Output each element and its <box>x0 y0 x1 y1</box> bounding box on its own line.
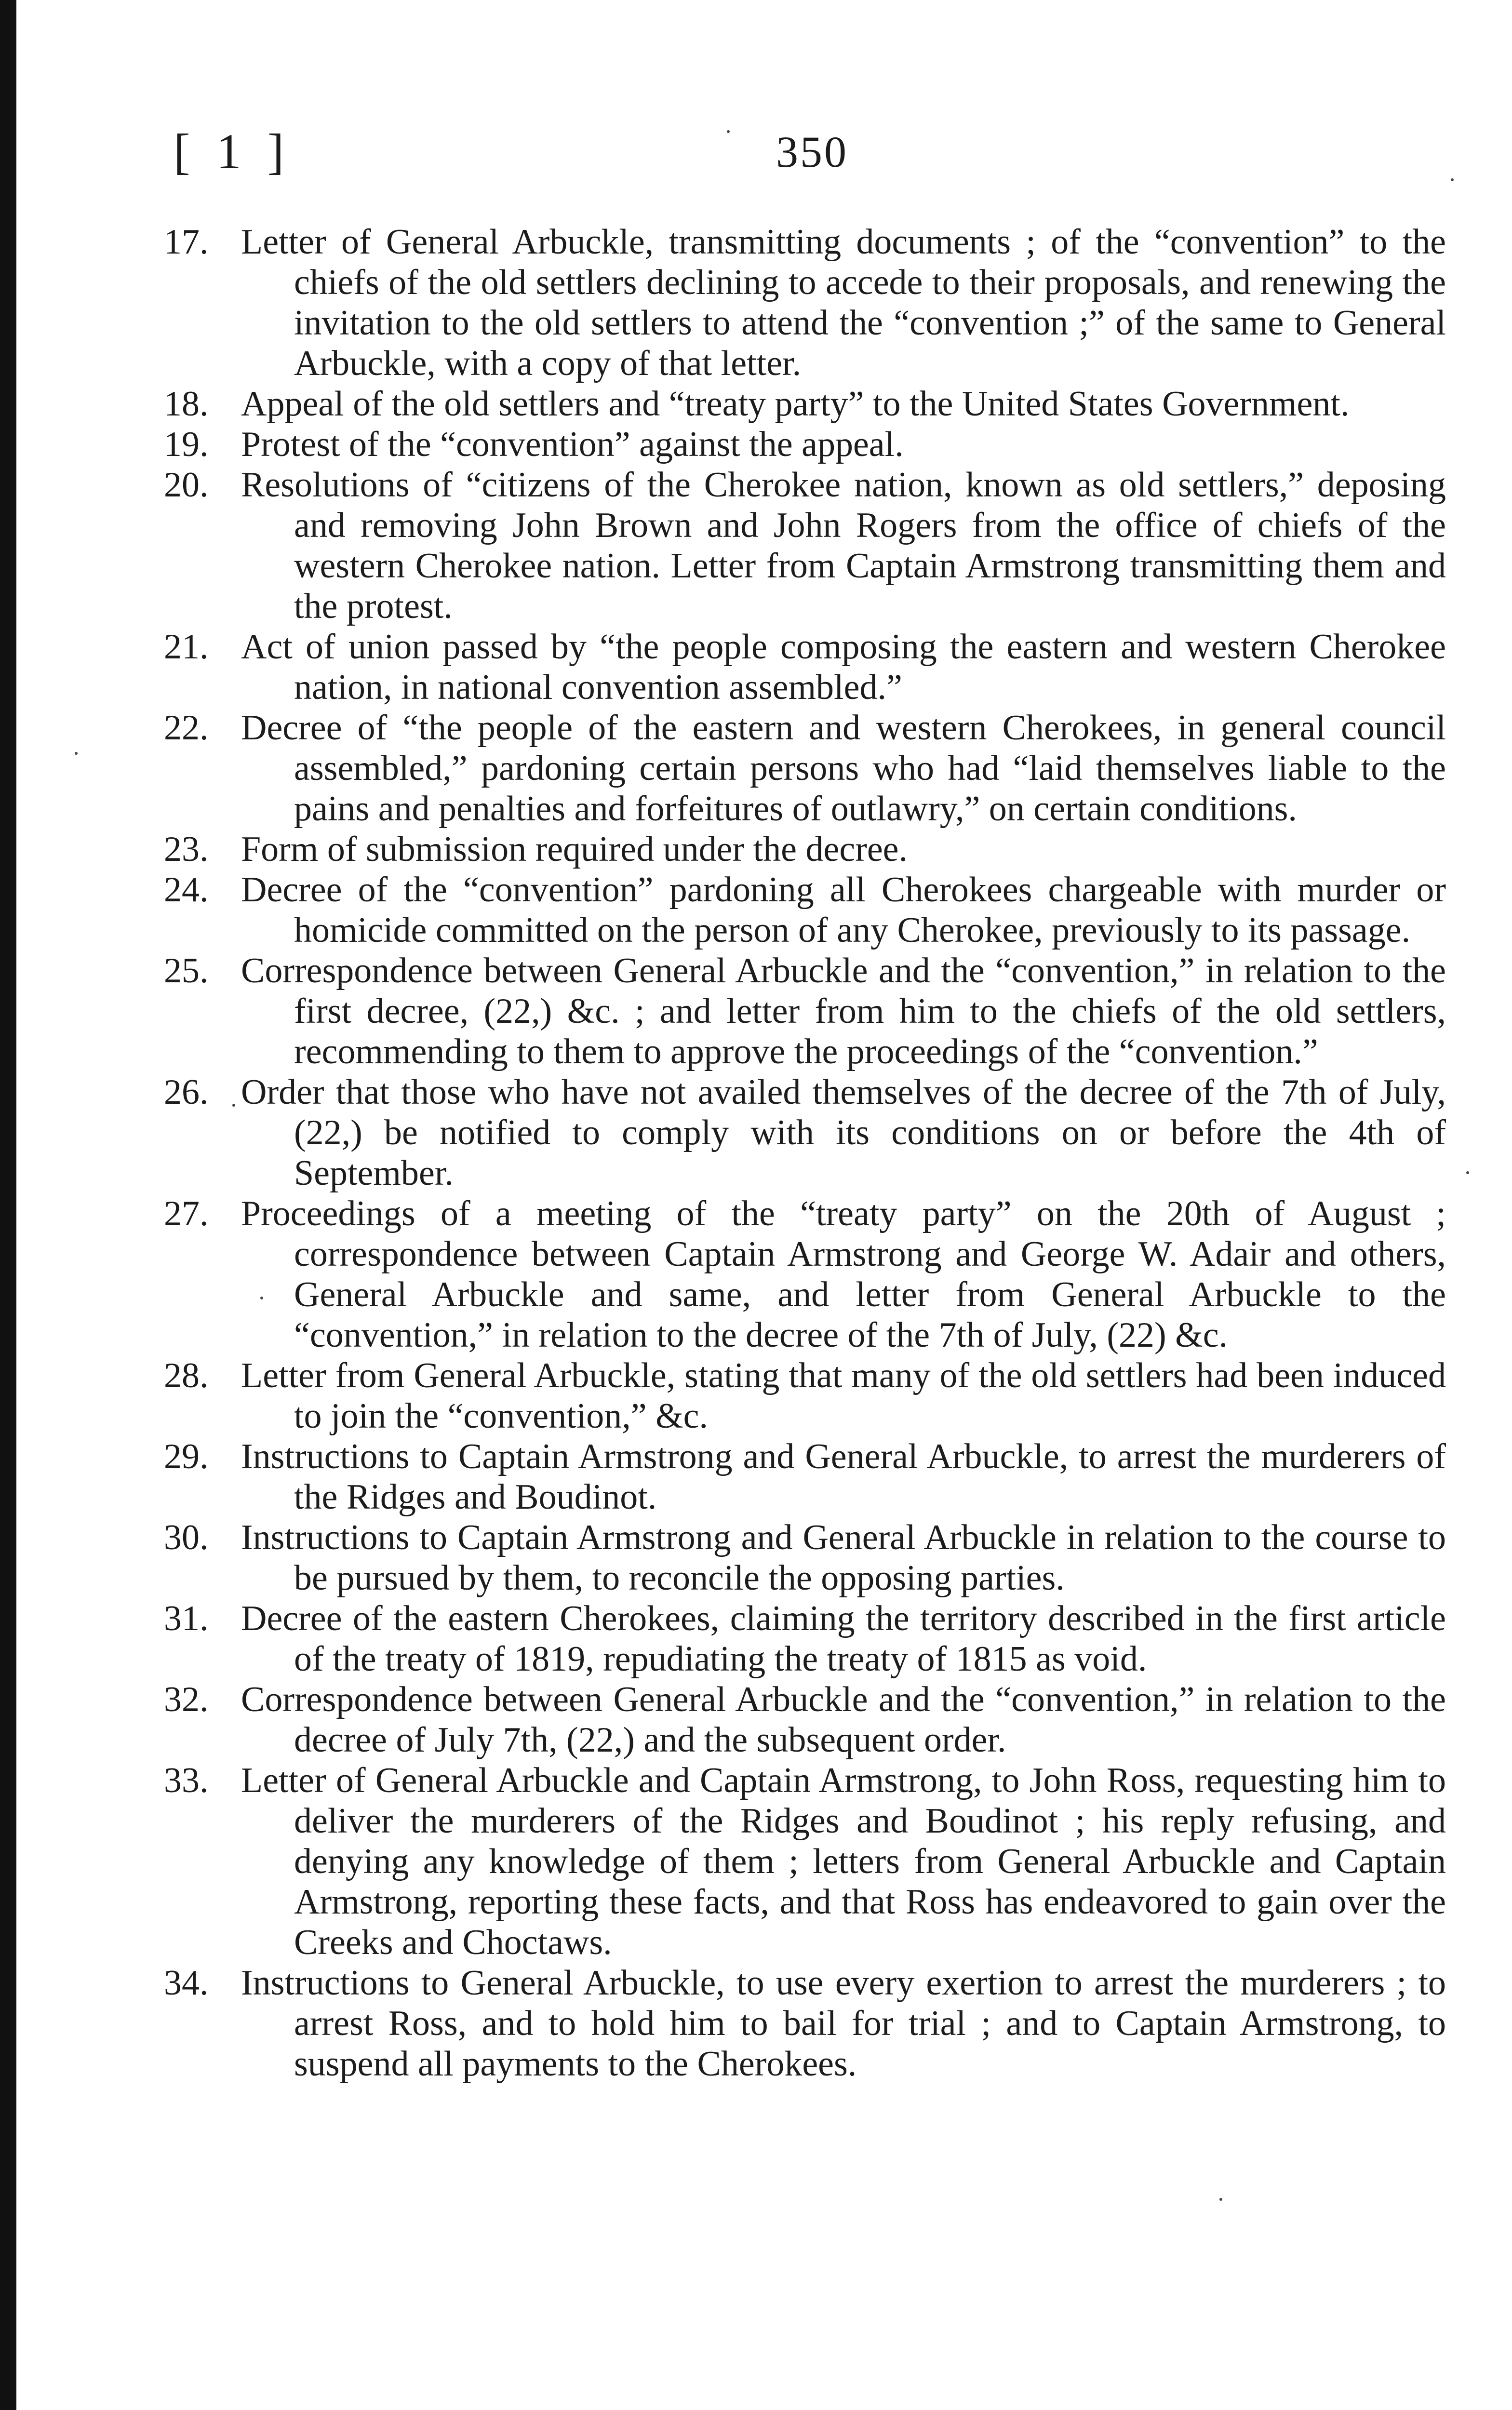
item-number: 21. <box>164 627 209 667</box>
item-text: Decree of “the people of the eastern and western Cherokees, in general council assembled,” pardoning certain persons who had “laid themselves liable to the pains and penalties and forfeitures of outlawry,” on certain conditions. <box>241 708 1446 829</box>
page-number: 350 <box>776 127 848 176</box>
item-text: Appeal of the old settlers and “treaty party” to the United States Government. <box>241 384 1350 424</box>
item-text: Instructions to Captain Armstrong and General Arbuckle, to arrest the murderers of the Ridges and Boudinot. <box>241 1437 1446 1517</box>
item-number: 20. <box>164 465 209 505</box>
item-text: Letter of General Arbuckle, transmitting documents ; of the “convention” to the chiefs of the old settlers declining to accede to their proposals, and renewing the invitation to the old settlers to attend the “convention ;” of the same to General Arbuckle, with a copy of that letter. <box>241 222 1446 383</box>
item-text: Decree of the “convention” pardoning all Cherokees chargeable with murder or homicide committed on the person of any Cherokee, previously to its passage. <box>241 870 1446 950</box>
item-number: 28. <box>164 1356 209 1395</box>
item-text: Correspondence between General Arbuckle and the “convention,” in relation to the first decree, (22,) &c. ; and letter from him to the chiefs of the old settlers, recommending to them to approve the proceedings of the “convention.” <box>241 951 1446 1071</box>
list-item <box>164 1963 1446 2084</box>
item-number: 26. <box>164 1072 209 1112</box>
ink-speck <box>1466 1171 1469 1174</box>
list-item <box>164 1760 1446 1963</box>
item-text: Form of submission required under the decree. <box>241 830 908 869</box>
item-text: Protest of the “convention” against the appeal. <box>241 425 904 464</box>
list-item <box>164 1193 1446 1355</box>
item-number: 30. <box>164 1518 209 1557</box>
list-item <box>164 627 1446 708</box>
item-number: 17. <box>164 222 209 262</box>
list-item <box>164 222 1446 384</box>
item-text: Decree of the eastern Cherokees, claiming the territory described in the first article of the treaty of 1819, repudiating the treaty of 1815 as void. <box>241 1599 1446 1679</box>
document-list <box>164 222 1446 2084</box>
item-number: 22. <box>164 708 209 748</box>
list-item <box>164 1072 1446 1193</box>
item-text: Act of union passed by “the people composing the eastern and western Cherokee nation, in national convention assembled.” <box>241 627 1446 707</box>
item-number: 29. <box>164 1437 209 1476</box>
item-text: Letter from General Arbuckle, stating that many of the old settlers had been induced to join the “convention,” &c. <box>241 1356 1446 1436</box>
item-number: 23. <box>164 830 209 869</box>
item-number: 32. <box>164 1680 209 1719</box>
list-item <box>164 465 1446 627</box>
item-number: 18. <box>164 384 209 424</box>
item-text: Correspondence between General Arbuckle and the “convention,” in relation to the decree of July 7th, (22,) and the subsequent order. <box>241 1680 1446 1760</box>
item-number: 24. <box>164 870 209 910</box>
ink-speck <box>75 752 78 755</box>
list-item <box>164 708 1446 829</box>
list-item <box>164 1436 1446 1517</box>
list-item <box>164 870 1446 951</box>
item-text: Letter of General Arbuckle and Captain Armstrong, to John Ross, requesting him to deliver the murderers of the Ridges and Boudinot ; his reply refusing, and denying any knowledge of them ; letters from General Arbuckle and Captain Armstrong, reporting these facts, and that Ross has endeavored to gain over the Creeks and Choctaws. <box>241 1761 1446 1962</box>
list-item <box>164 1598 1446 1679</box>
item-text: Proceedings of a meeting of the “treaty party” on the 20th of August ; correspondence between Captain Armstrong and George W. Adair and others, General Arbuckle and same, and letter from General Arbuckle to the “convention,” in relation to the decree of the 7th of July, (22) &c. <box>241 1194 1446 1355</box>
page-header <box>174 123 1456 190</box>
item-number: 25. <box>164 951 209 991</box>
item-number: 34. <box>164 1963 209 2003</box>
item-number: 19. <box>164 425 209 464</box>
document-number: [ 1 ] <box>174 124 291 179</box>
ink-speck <box>1219 2198 1222 2201</box>
item-number: 33. <box>164 1761 209 1800</box>
list-item <box>164 829 1446 870</box>
item-text: Instructions to General Arbuckle, to use every exertion to arrest the murderers ; to arrest Ross, and to hold him to bail for trial ; and to Captain Armstrong, to suspend all payments to the Cherokees. <box>241 1963 1446 2084</box>
page-edge-left <box>0 0 16 2410</box>
list-item <box>164 1355 1446 1436</box>
list-item <box>164 424 1446 465</box>
item-text: Order that those who have not availed themselves of the decree of the 7th of July, (22,) be notified to comply with its conditions on or before the 4th of September. <box>241 1072 1446 1193</box>
item-number: 31. <box>164 1599 209 1638</box>
list-item <box>164 1679 1446 1760</box>
item-number: 27. <box>164 1194 209 1233</box>
item-text: Resolutions of “citizens of the Cherokee nation, known as old settlers,” deposing and removing John Brown and John Rogers from the office of chiefs of the western Cherokee nation. Letter from Captain Armstrong transmitting them and the protest. <box>241 465 1446 626</box>
item-text: Instructions to Captain Armstrong and General Arbuckle in relation to the course to be pursued by them, to reconcile the opposing parties. <box>241 1518 1446 1598</box>
list-item <box>164 384 1446 424</box>
list-item <box>164 951 1446 1072</box>
list-item <box>164 1517 1446 1598</box>
